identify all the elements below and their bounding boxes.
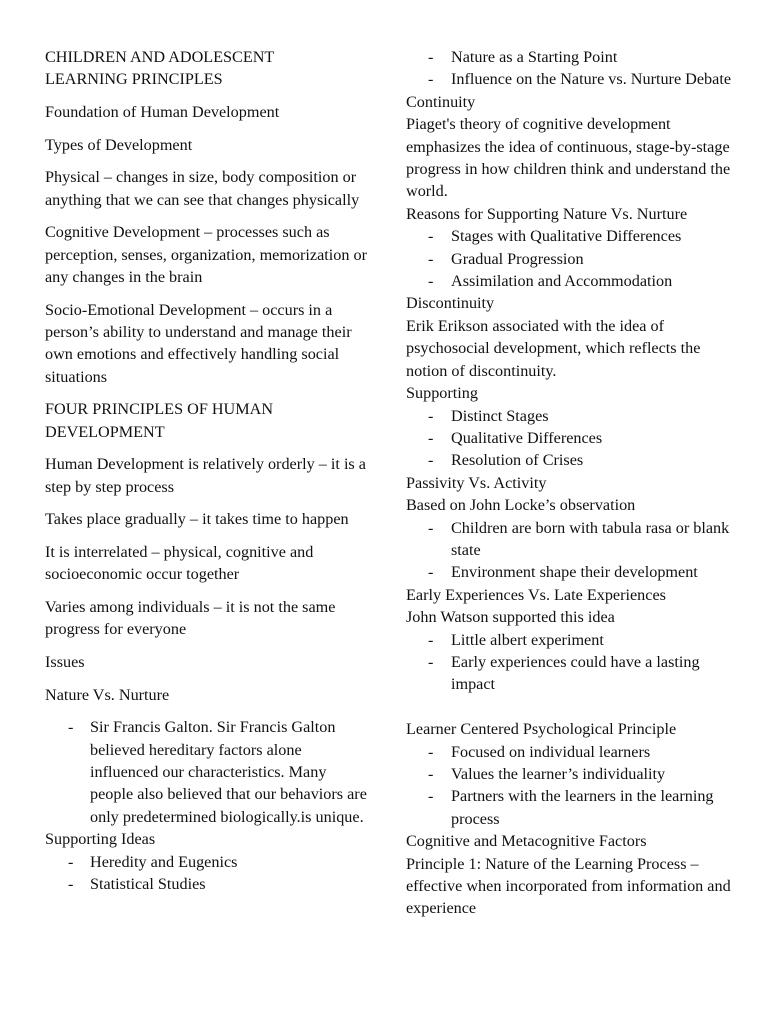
list-item: - Qualitative Differences [406,427,736,449]
dash-bullet: - [428,652,434,671]
dash-bullet: - [428,764,434,783]
list-item: - Children are born with tabula rasa or blank state [428,518,730,559]
dash-bullet: - [428,406,434,425]
passivity-heading: Passivity Vs. Activity [406,473,547,492]
list-item: - Influence on the Nature vs. Nurture Debate [406,68,736,90]
dash-bullet: - [68,718,74,737]
supporting-ideas-list [45,851,367,896]
list-item: - Resolution of Crises [406,449,736,471]
left-column [45,46,367,895]
supporting-ideas-heading: Supporting Ideas [45,830,156,849]
types-heading: Types of Development [45,135,193,154]
issues-heading: Issues [45,653,85,671]
locke-paragraph: Based on John Locke’s observation [406,496,636,515]
socio-emotional-paragraph: Socio-Emotional Development – occurs in a person’s ability to understand and manage their own emotions and effectively handling social situations [45,300,352,386]
dash-bullet: - [428,518,434,537]
blank-line [406,696,736,718]
list-item: - Values the learner’s individuality [406,763,736,785]
doc-title-line-1: CHILDREN AND ADOLESCENT [45,48,275,66]
learner-list [406,741,736,831]
dash-bullet: - [68,852,74,871]
cognitive-metacognitive-heading: Cognitive and Metacognitive Factors [406,832,647,851]
four-principles-heading-line-1: FOUR PRINCIPLES OF HUMAN [45,400,274,419]
list-item: - Focused on individual learners [406,741,736,763]
list-item: - Assimilation and Accommodation [406,270,736,292]
watson-paragraph: John Watson supported this idea [406,608,615,627]
list-item: - Little albert experiment [406,629,736,651]
list-item: - Sir Francis Galton. Sir Francis Galton believed hereditary factors alone influenced our characteristics. Many people also believed that our behaviors are only predetermined biologically.is unique. [68,718,367,826]
list-item: - Early experiences could have a lasting impact [428,652,700,694]
discontinuity-heading: Discontinuity [406,294,495,313]
list-item: - Distinct Stages [406,405,736,427]
dash-bullet: - [428,249,434,268]
dash-bullet: - [428,451,434,470]
list-item: - Stages with Qualitative Differences [406,225,736,247]
dash-bullet: - [428,70,434,89]
list-item: - Heredity and Eugenics [45,851,367,873]
list-item: - Statistical Studies [45,873,367,895]
right-column [406,46,736,920]
supporting-heading: Supporting [406,384,478,403]
dash-bullet: - [428,227,434,246]
erikson-paragraph: Erik Erikson associated with the idea of psychosocial development, which reflects the notion of discontinuity. [406,316,701,380]
varies-paragraph: Varies among individuals – it is not the same progress for everyone [45,598,336,639]
dash-bullet: - [428,563,434,582]
dash-bullet: - [68,875,74,894]
physical-paragraph: Physical – changes in size, body composition or anything that we can see that changes physically [45,168,360,209]
nature-nurture-heading: Nature Vs. Nurture [45,685,170,704]
locke-list [406,517,736,584]
continuity-heading: Continuity [406,92,476,111]
dash-bullet: - [428,272,434,291]
gradually-paragraph: Takes place gradually – it takes time to happen [45,510,349,529]
early-late-heading: Early Experiences Vs. Late Experiences [406,585,666,604]
reasons-heading: Reasons for Supporting Nature Vs. Nurture [406,204,688,223]
dash-bullet: - [428,787,434,806]
dash-bullet: - [428,742,434,761]
cognitive-paragraph: Cognitive Development – processes such as perception, senses, organization, memorization or any changes in the brain [45,223,368,286]
foundation-heading: Foundation of Human Development [45,103,280,121]
list-item: - Gradual Progression [406,248,736,270]
nature-start-list [406,46,736,91]
list-item: - Partners with the learners in the learning process [428,787,714,828]
supporting-list [406,405,736,472]
dash-bullet: - [428,428,434,447]
learner-centered-heading: Learner Centered Psychological Principle [406,720,677,739]
principle-1-paragraph: Principle 1: Nature of the Learning Process – effective when incorporated from information and experience [406,854,731,918]
four-principles-heading-line-2: DEVELOPMENT [45,422,165,441]
dash-bullet: - [428,48,434,66]
reasons-list [406,225,736,292]
orderly-paragraph: Human Development is relatively orderly – it is a step by step process [45,455,366,496]
watson-list [406,629,736,696]
doc-title-line-2: LEARNING PRINCIPLES [45,70,223,89]
galton-list [45,716,367,828]
interrelated-paragraph: It is interrelated – physical, cognitive and socioeconomic occur together [45,543,314,584]
list-item: - Nature as a Starting Point [406,46,736,68]
dash-bullet: - [428,630,434,649]
list-item: - Environment shape their development [406,561,736,583]
piaget-paragraph: Piaget's theory of cognitive development emphasizes the idea of continuous, stage-by-stage progress in how children think and understand the world. [406,115,731,201]
